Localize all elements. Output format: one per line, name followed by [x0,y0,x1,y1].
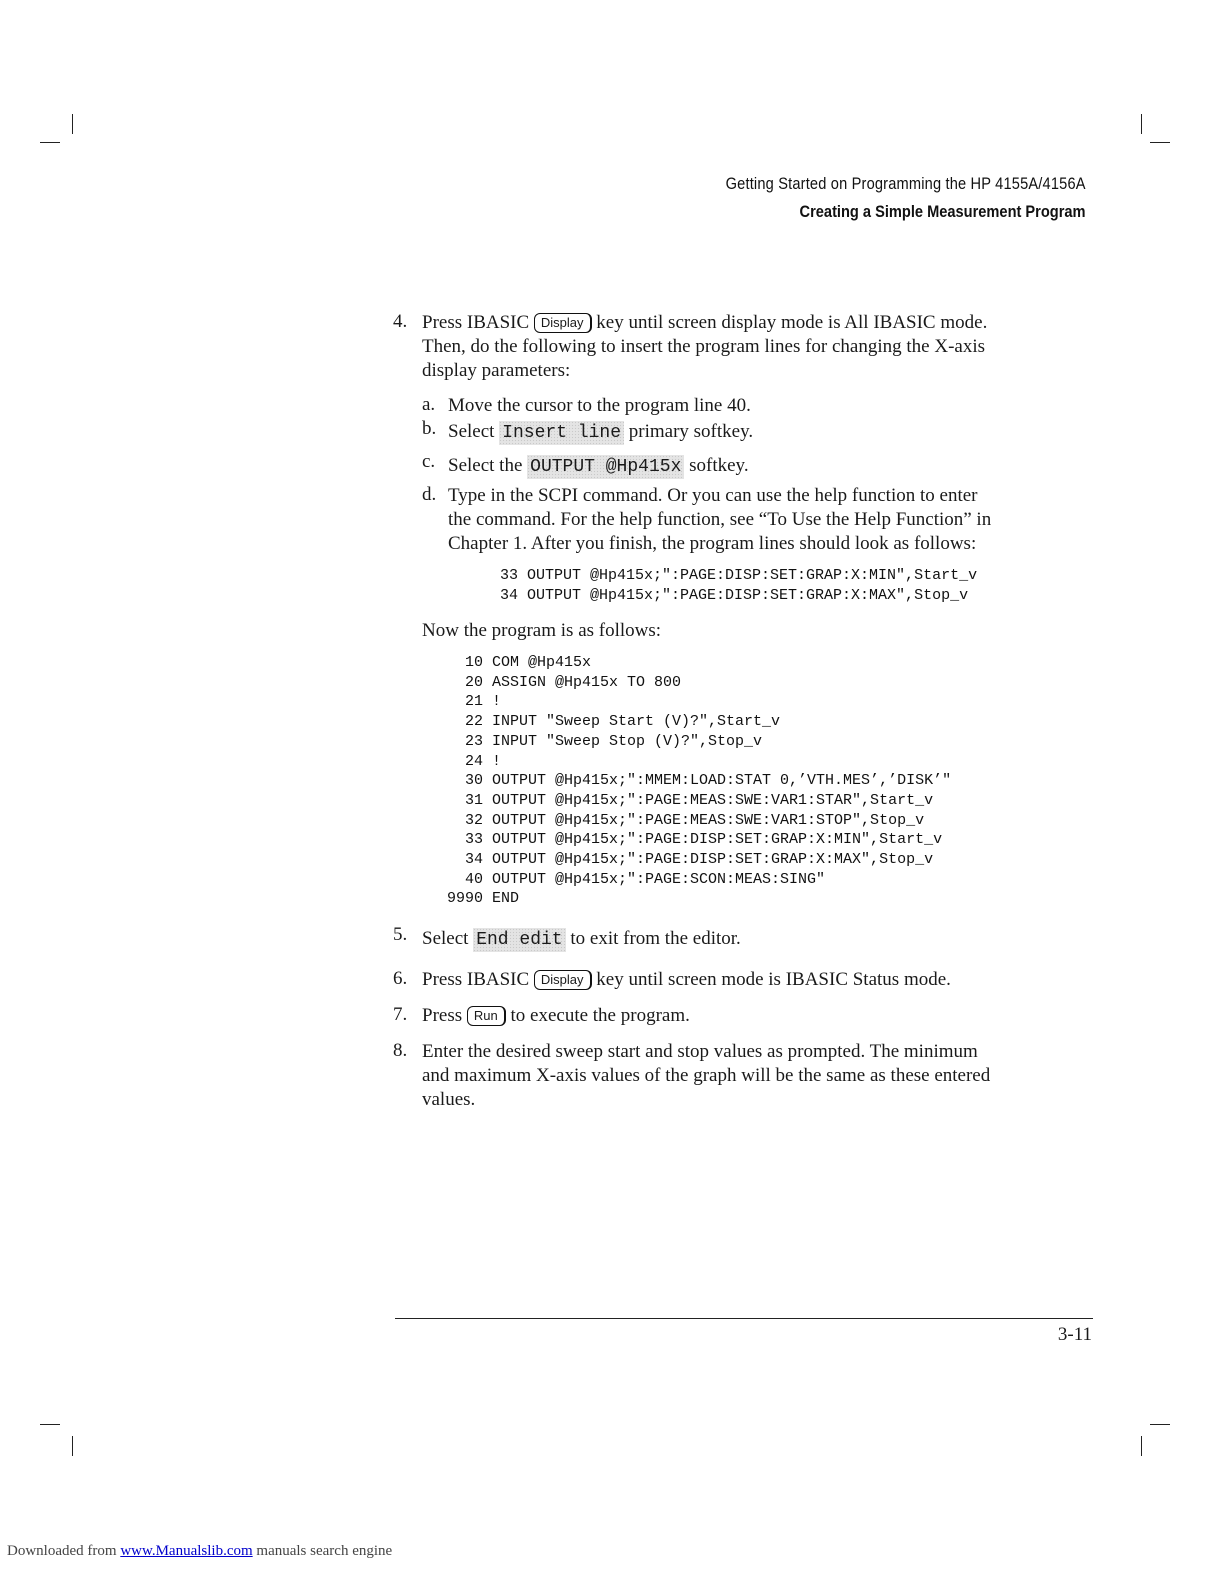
code-line: 31 OUTPUT @Hp415x;":PAGE:MEAS:SWE:VAR1:STAR",Start_v [464,791,934,809]
step-7-text: Press Run to execute the program. [422,1005,690,1026]
crop-mark [40,142,60,143]
output-hp415x-softkey: OUTPUT @Hp415x [527,455,684,479]
crop-mark [40,1424,60,1425]
substep-a-text: Move the cursor to the program line 40. [448,395,751,416]
substep-label: d. [422,484,437,505]
manualslib-link[interactable]: www.Manualslib.com [120,1543,253,1559]
page-number: 3-11 [1057,1324,1092,1345]
footer-rule [395,1318,1093,1319]
download-footer: Downloaded from www.Manualslib.com manuals search engine [7,1543,393,1559]
step-8-text: Enter the desired sweep start and stop values as prompted. The minimum and maximum X-axis values of the graph will be the same as these entered values. [422,1041,991,1110]
substep-label: a. [422,394,436,415]
code-line: 23 INPUT "Sweep Stop (V)?",Stop_v [464,732,763,750]
code-line: 22 INPUT "Sweep Start (V)?",Start_v [464,713,781,731]
code-line: 33 OUTPUT @Hp415x;":PAGE:DISP:SET:GRAP:X:MIN",Start_v [464,831,943,849]
code-line: 10 COM @Hp415x [464,654,592,671]
crop-mark [1141,1436,1142,1456]
code-line: 34 OUTPUT @Hp415x;":PAGE:DISP:SET:GRAP:X:MAX",Stop_v [499,586,969,604]
step-number: 4. [393,311,408,332]
insert-code-block [491,566,977,605]
substep-label: c. [422,451,436,472]
chapter-title: Getting Started on Programming the HP 4155A/4156A [725,174,1086,193]
crop-mark [1141,114,1142,134]
code-line: 20 ASSIGN @Hp415x TO 800 [464,673,682,691]
step-5-text: Select End edit to exit from the editor. [422,928,741,950]
code-line: 34 OUTPUT @Hp415x;":PAGE:DISP:SET:GRAP:X:MAX",Stop_v [464,851,934,869]
step-6-text: Press IBASIC Display key until screen mode is IBASIC Status mode. [422,969,951,990]
substep-d-text: Type in the SCPI command. Or you can use the help function to enter the command. For the help function, see “To Use the Help Function” in Chapter 1. After you finish, the program lines should look as follows: [448,485,992,554]
substep-b-text: Select Insert line primary softkey. [448,421,754,443]
step-4-text: Press IBASIC Display key until screen display mode is All IBASIC mode. Then, do the following to insert the program lines for changing the X-axis display parameters: [422,312,988,381]
code-line: 21 ! [464,693,502,711]
section-title: Creating a Simple Measurement Program [800,202,1086,221]
code-line: 30 OUTPUT @Hp415x;":MMEM:LOAD:STAT 0,’VTH.MES’,’DISK’" [464,772,952,790]
crop-mark [1150,1424,1170,1425]
step-number: 5. [393,924,408,945]
substep-label: b. [422,418,437,439]
now-program-text: Now the program is as follows: [422,620,662,641]
crop-mark [72,114,73,134]
code-line: 9990 END [447,890,520,908]
step-number: 7. [393,1004,408,1025]
insert-line-softkey: Insert line [499,421,624,445]
step-number: 6. [393,968,408,989]
substep-c-text: Select the OUTPUT @Hp415x softkey. [448,455,749,477]
code-line: 32 OUTPUT @Hp415x;":PAGE:MEAS:SWE:VAR1:STOP",Stop_v [464,811,925,829]
program-listing [447,653,951,909]
display-key: Display [534,313,592,333]
run-key: Run [467,1006,506,1026]
crop-mark [72,1436,73,1456]
code-line: 33 OUTPUT @Hp415x;":PAGE:DISP:SET:GRAP:X:MIN",Start_v [499,567,978,584]
code-line: 24 ! [464,752,502,770]
crop-mark [1150,142,1170,143]
display-key: Display [534,970,592,990]
step-number: 8. [393,1040,408,1061]
end-edit-softkey: End edit [473,928,565,952]
code-line: 40 OUTPUT @Hp415x;":PAGE:SCON:MEAS:SING" [464,870,826,888]
